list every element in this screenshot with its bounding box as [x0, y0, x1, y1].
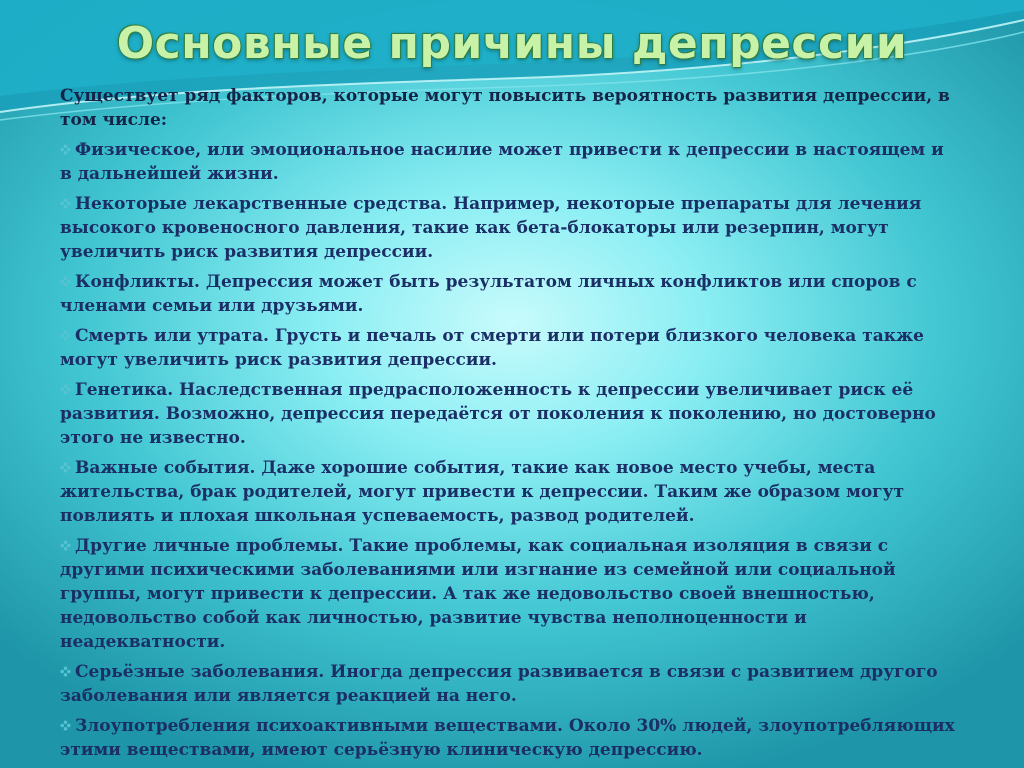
list-item: [60, 138, 960, 186]
list-item: [60, 660, 960, 708]
list-item-text: Важные события. Даже хорошие события, такие как новое место учебы, места жительства, брак родителей, могут привести к депрессии. Таким же образом могут повлиять и плохая школьная успеваемость, развод родителей.: [60, 458, 905, 526]
diamond-bullet-icon: [60, 198, 71, 209]
list-item-text: Некоторые лекарственные средства. Например, некоторые препараты для лечения высокого кровеносного давления, такие как бета-блокаторы или резерпин, могут увеличить риск развития депрессии.: [60, 194, 922, 262]
diamond-bullet-icon: [60, 666, 71, 677]
list-item: [60, 534, 960, 654]
slide-title: Основные причины депрессии: [116, 18, 908, 69]
list-item-text: Смерть или утрата. Грусть и печаль от смерти или потери близкого человека также могут увеличить риск развития депрессии.: [60, 326, 924, 370]
diamond-bullet-icon: [60, 330, 71, 341]
list-item: [60, 456, 960, 528]
list-item: [60, 378, 960, 450]
list-item: [60, 270, 960, 318]
list-item-text: Физическое, или эмоциональное насилие может привести к депрессии в настоящем и в дальнейшей жизни.: [60, 140, 944, 184]
list-item-text: Генетика. Наследственная предрасположенность к депрессии увеличивает риск её развития. Возможно, депрессия передаётся от поколения к поколению, но достоверно этого не известно.: [60, 380, 936, 448]
diamond-bullet-icon: [60, 720, 71, 731]
diamond-bullet-icon: [60, 276, 71, 287]
diamond-bullet-icon: [60, 462, 71, 473]
list-item: [60, 324, 960, 372]
list-item-text: Злоупотребления психоактивными веществами. Около 30% людей, злоупотребляющих этими веществами, имеют серьёзную клиническую депрессию.: [60, 716, 955, 760]
intro-paragraph: Существует ряд факторов, которые могут повысить вероятность развития депрессии, в том числе:: [60, 86, 950, 130]
diamond-bullet-icon: [60, 384, 71, 395]
slide-body: [60, 84, 960, 768]
list-item: [60, 192, 960, 264]
list-item-text: Конфликты. Депрессия может быть результатом личных конфликтов или споров с членами семьи или друзьями.: [60, 272, 917, 316]
list-item: [60, 714, 960, 762]
diamond-bullet-icon: [60, 540, 71, 551]
list-item-text: Серьёзные заболевания. Иногда депрессия развивается в связи с развитием другого заболевания или является реакцией на него.: [60, 662, 938, 706]
list-item-text: Другие личные проблемы. Такие проблемы, как социальная изоляция в связи с другими психическими заболеваниями или изгнание из семейной или социальной группы, могут привести к депрессии. А так же недовольство своей внешностью, недовольство собой как личностью, развитие чувства неполноценности и неадекватности.: [60, 536, 896, 652]
diamond-bullet-icon: [60, 144, 71, 155]
